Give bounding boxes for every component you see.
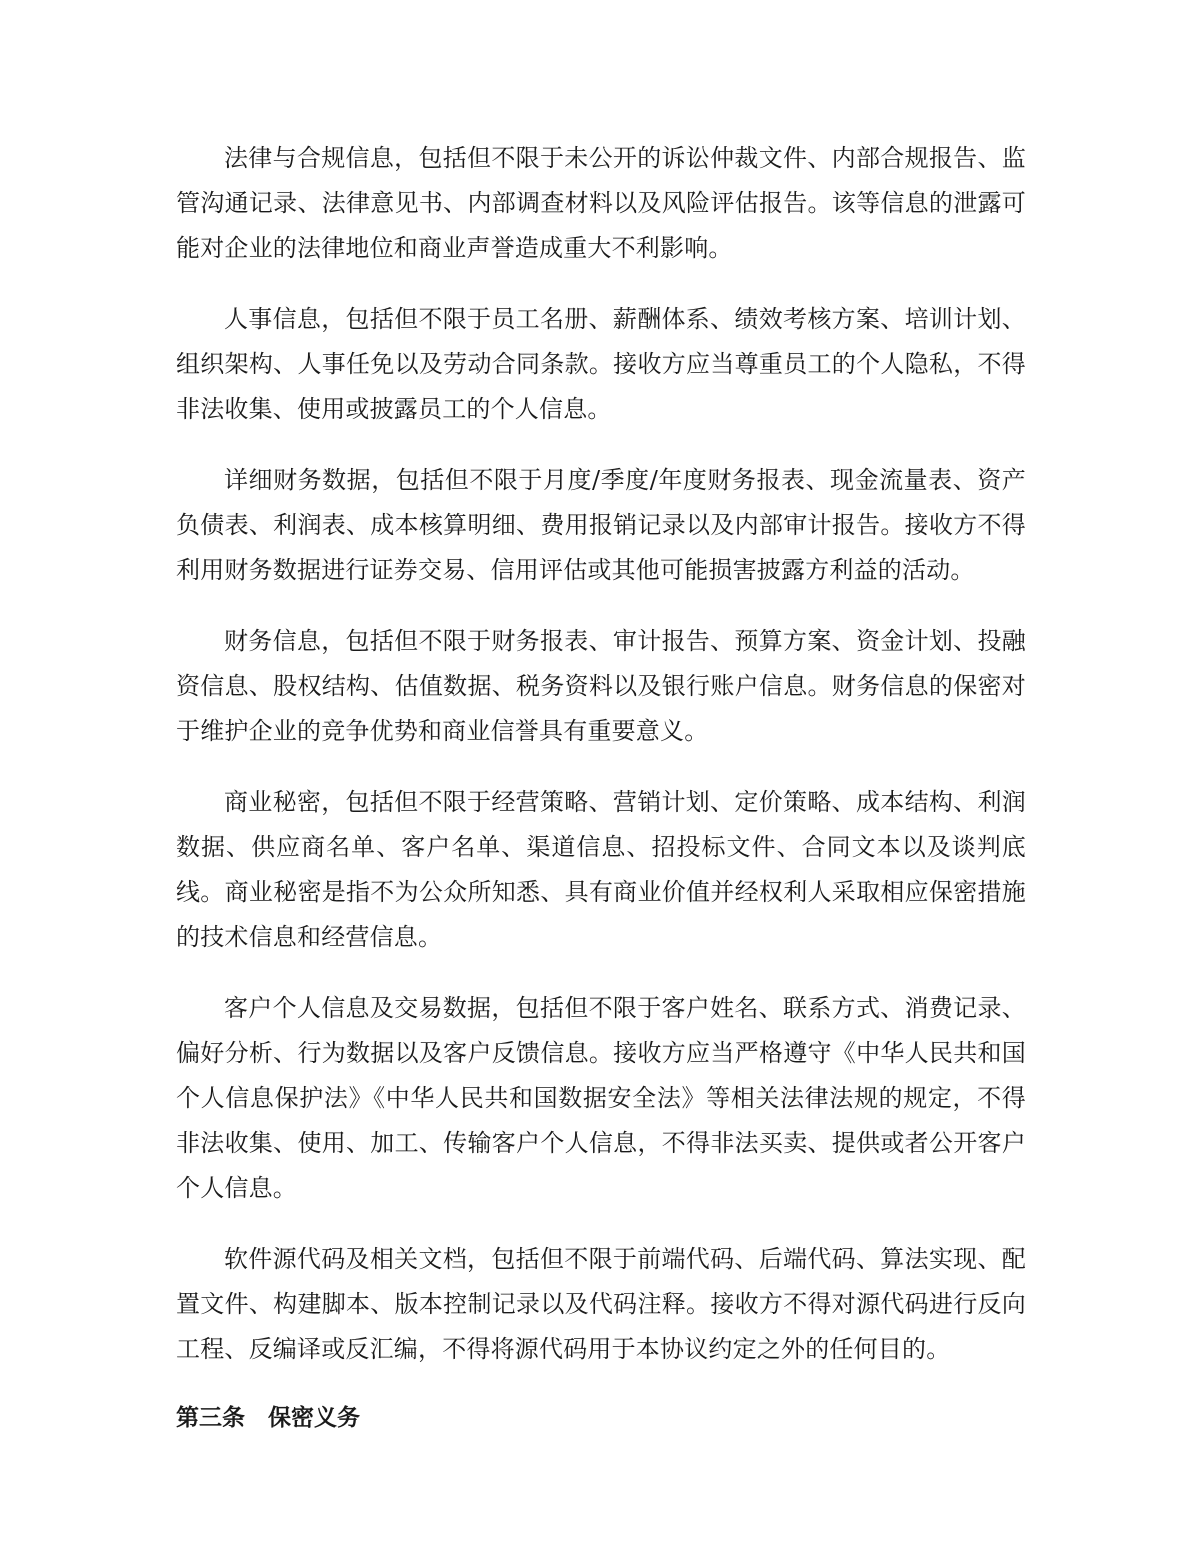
paragraph-legal-compliance: 法律与合规信息，包括但不限于未公开的诉讼仲裁文件、内部合规报告、监管沟通记录、法律意见书、内部调查材料以及风险评估报告。该等信息的泄露可能对企业的法律地位和商业声誉造成重大不利影响。: [176, 144, 1026, 262]
paragraph-customer-personal-info: 客户个人信息及交易数据，包括但不限于客户姓名、联系方式、消费记录、偏好分析、行为数据以及客户反馈信息。接收方应当严格遵守《中华人民共和国个人信息保护法》《中华人民共和国数据安全法》等相关法律法规的规定，不得非法收集、使用、加工、传输客户个人信息，不得非法买卖、提供或者公开客户个人信息。: [176, 994, 1026, 1202]
document-body: [176, 136, 1026, 1438]
paragraph-source-code: 软件源代码及相关文档，包括但不限于前端代码、后端代码、算法实现、配置文件、构建脚本、版本控制记录以及代码注释。接收方不得对源代码进行反向工程、反编译或反汇编，不得将源代码用于本协议约定之外的任何目的。: [176, 1245, 1026, 1363]
paragraph-detailed-financial-data: 详细财务数据，包括但不限于月度/季度/年度财务报表、现金流量表、资产负债表、利润表、成本核算明细、费用报销记录以及内部审计报告。接收方不得利用财务数据进行证券交易、信用评估或其他可能损害披露方利益的活动。: [176, 466, 1026, 584]
paragraph-personnel-info: 人事信息，包括但不限于员工名册、薪酬体系、绩效考核方案、培训计划、组织架构、人事任免以及劳动合同条款。接收方应当尊重员工的个人隐私，不得非法收集、使用或披露员工的个人信息。: [176, 305, 1026, 423]
paragraph-trade-secrets: 商业秘密，包括但不限于经营策略、营销计划、定价策略、成本结构、利润数据、供应商名单、客户名单、渠道信息、招投标文件、合同文本以及谈判底线。商业秘密是指不为公众所知悉、具有商业价值并经权利人采取相应保密措施的技术信息和经营信息。: [176, 788, 1026, 951]
section-heading: 第三条 保密义务: [176, 1405, 360, 1431]
paragraph-financial-info: 财务信息，包括但不限于财务报表、审计报告、预算方案、资金计划、投融资信息、股权结构、估值数据、税务资料以及银行账户信息。财务信息的保密对于维护企业的竞争优势和商业信誉具有重要意义。: [176, 627, 1026, 745]
